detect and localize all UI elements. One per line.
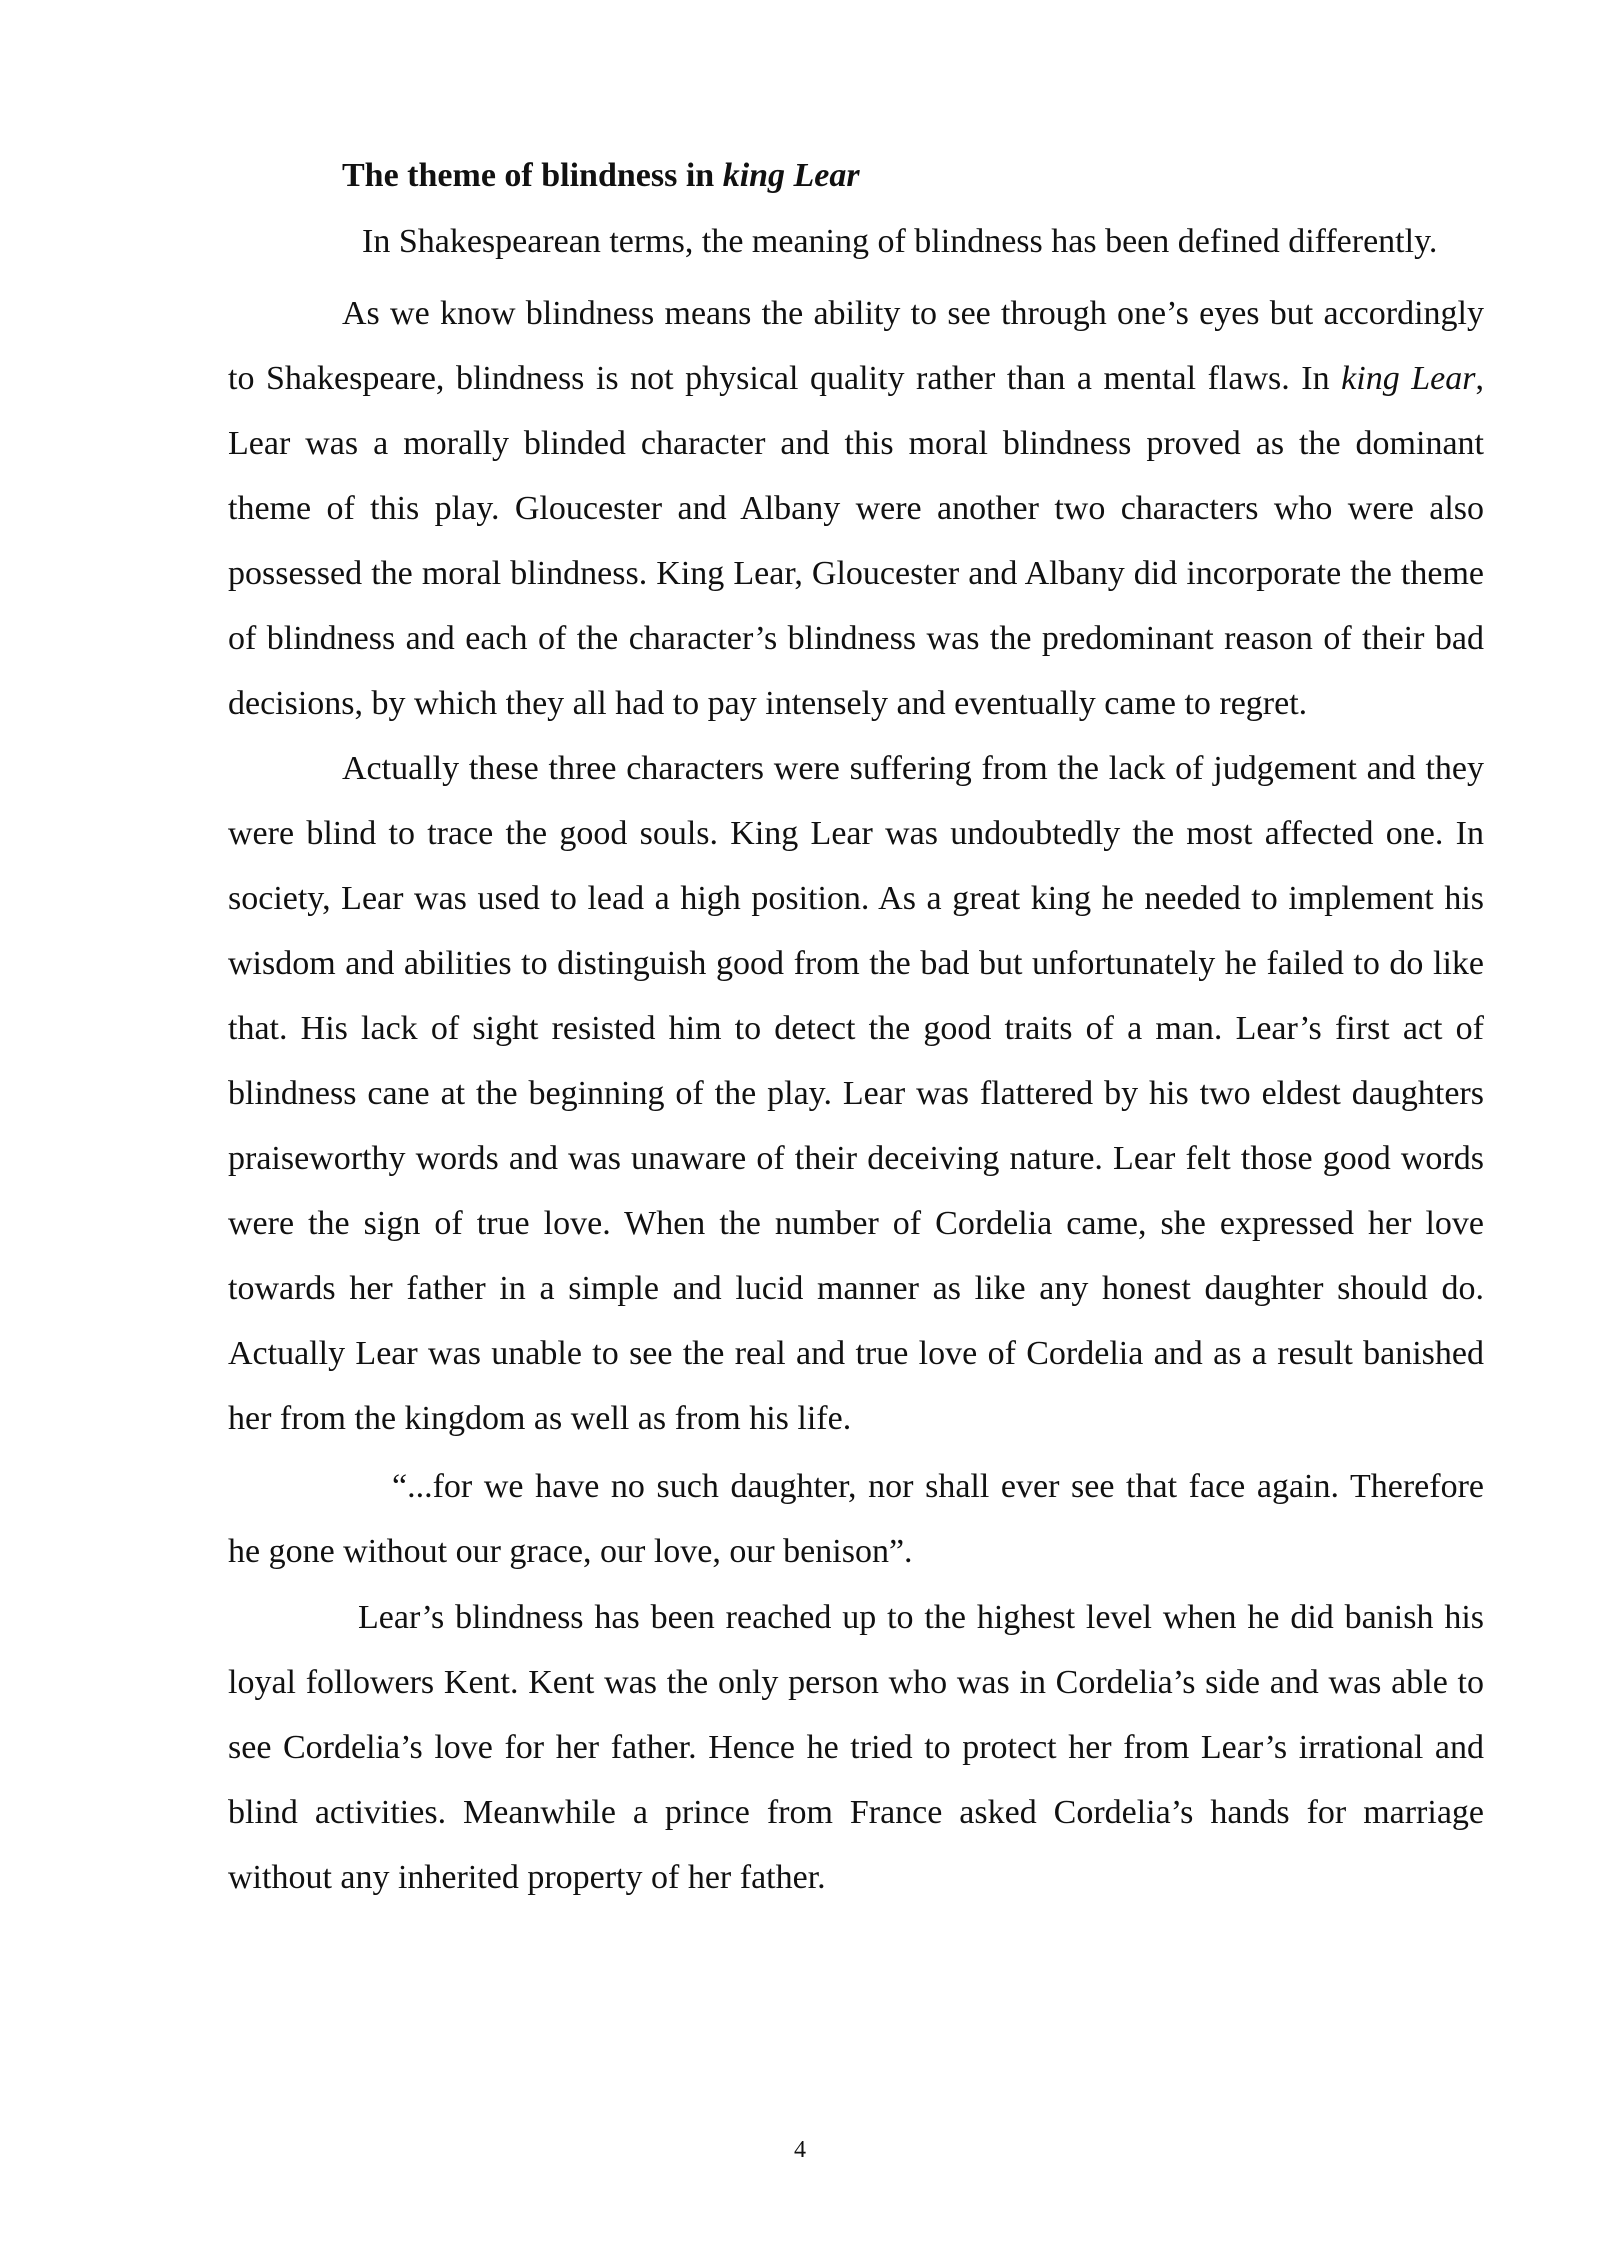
paragraph-lack-of-judgement: Actually these three characters were suffering from the lack of judgement and they were blind to trace the good souls. King Lear was undoubtedly the most affected one. In society, Lear was used to lead a high position. As a great king he needed to implement his wisdom and abilities to distinguish good from the bad but unfortunately he failed to do like that. His lack of sight resisted him to detect the good traits of a man. Lear’s first act of blindness cane at the beginning of the play. Lear was flattered by his two eldest daughters praiseworthy words and was unaware of their deceiving nature. Lear felt those good words were the sign of true love. When the number of Cordelia came, she expressed her love towards her father in a simple and lucid manner as like any honest daughter should do. Actually Lear was unable to see the real and true love of Cordelia and as a result banished her from the kingdom as well as from his life. (228, 750, 1484, 1437)
paragraph-blindness-meaning (228, 281, 1484, 736)
paragraph-intro: In Shakespearean terms, the meaning of blindness has been defined differently. (362, 223, 1438, 260)
title-text: The theme of blindness in (342, 157, 723, 194)
title-italic-text: king Lear (722, 157, 860, 194)
paragraph-italic-text: king Lear (1341, 360, 1476, 397)
paragraph-text: , Lear was a morally blinded character and this moral blindness proved as the dominant theme of this play. Gloucester and Albany were another two characters who were also possessed the moral blindness. King Lear, Gloucester and Albany did incorporate the theme of blindness and each of the character’s blindness was the predominant reason of their bad decisions, by which they all had to pay intensely and eventually came to regret. (228, 360, 1484, 722)
page-number: 4 (794, 2137, 806, 2163)
page-title (228, 150, 1484, 202)
paragraph-kent: Lear’s blindness has been reached up to the highest level when he did banish his loyal followers Kent. Kent was the only person who was in Cordelia’s side and was able to see Cordelia’s love for her father. Hence he tried to protect her from Lear’s irrational and blind activities. Meanwhile a prince from France asked Cordelia’s hands for marriage without any inherited property of her father. (228, 1599, 1484, 1896)
paragraph-text: As we know blindness means the ability to see through one’s eyes but accordingly to Shakespeare, blindness is not physical quality rather than a mental flaws. In (228, 295, 1484, 397)
page-body (228, 150, 1484, 1910)
block-quote: “...for we have no such daughter, nor shall ever see that face again. Therefore he gone without our grace, our love, our benison”. (228, 1468, 1484, 1570)
